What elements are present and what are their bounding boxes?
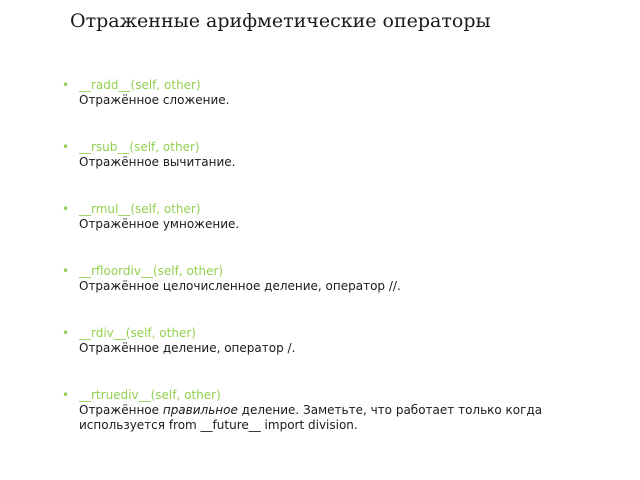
method-signature: __rfloordiv__(self, other) bbox=[79, 264, 224, 278]
method-description: Отражённое умножение. bbox=[79, 217, 240, 231]
bullet-icon: • bbox=[62, 202, 70, 216]
method-signature: __rmul__(self, other) bbox=[79, 202, 201, 216]
operator-list bbox=[62, 78, 602, 450]
list-item-rmul bbox=[62, 202, 602, 264]
list-item-rdiv bbox=[62, 326, 602, 388]
method-signature: __radd__(self, other) bbox=[79, 78, 201, 92]
bullet-icon: • bbox=[62, 388, 70, 402]
method-signature: __rsub__(self, other) bbox=[79, 140, 200, 154]
slide-title: Отраженные арифметические операторы bbox=[70, 10, 491, 32]
bullet-icon: • bbox=[62, 78, 70, 92]
method-description: Отражённое сложение. bbox=[79, 93, 230, 107]
description-text-after: деление. Заметьте, что работает только когда используется from __future__ import division. bbox=[79, 403, 543, 432]
bullet-icon: • bbox=[62, 264, 70, 278]
bullet-icon: • bbox=[62, 326, 70, 340]
method-signature: __rtruediv__(self, other) bbox=[79, 388, 221, 402]
list-item-rfloordiv bbox=[62, 264, 602, 326]
method-description: Отражённое целочисленное деление, оператор //. bbox=[79, 279, 401, 293]
list-item-radd bbox=[62, 78, 602, 140]
list-item-rsub bbox=[62, 140, 602, 202]
method-description bbox=[79, 403, 602, 433]
bullet-icon: • bbox=[62, 140, 70, 154]
list-item-rtruediv bbox=[62, 388, 602, 450]
description-text-before: Отражённое bbox=[79, 403, 163, 417]
method-signature: __rdiv__(self, other) bbox=[79, 326, 196, 340]
method-description: Отражённое деление, оператор /. bbox=[79, 341, 296, 355]
description-emphasis: правильное bbox=[162, 403, 238, 417]
method-description: Отражённое вычитание. bbox=[79, 155, 236, 169]
